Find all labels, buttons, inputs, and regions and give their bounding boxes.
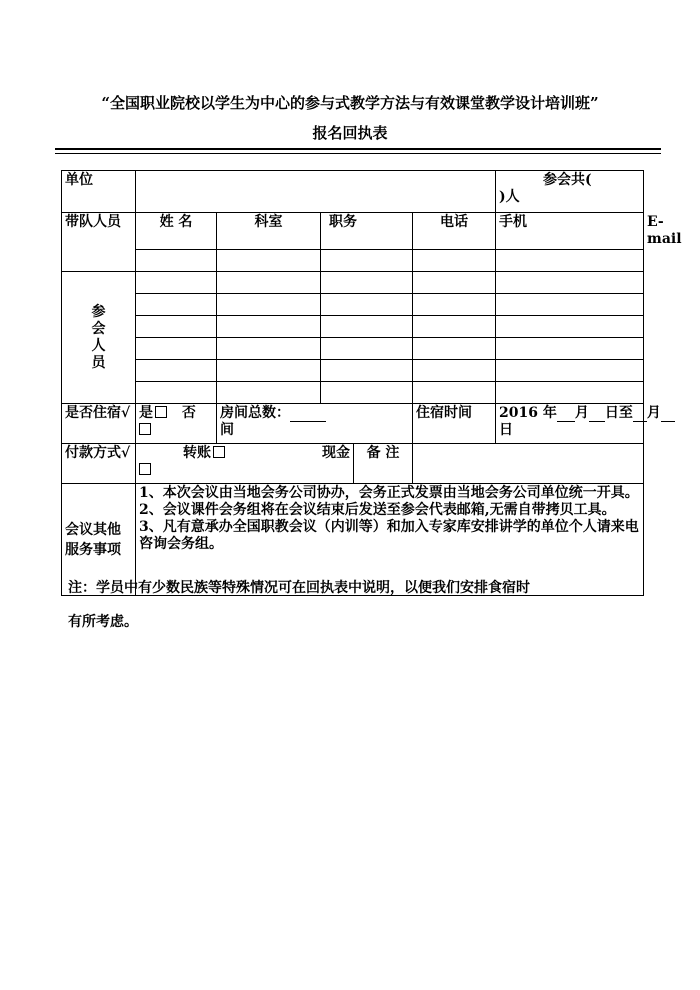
attendee-row [62, 272, 644, 294]
stay-month2-input[interactable] [633, 407, 647, 422]
total-label: 参会共( [543, 172, 592, 188]
col-name: 姓 名 [136, 213, 217, 250]
stay-day1-input[interactable] [589, 407, 605, 422]
form-subtitle: 报名回执表 [312, 124, 388, 142]
service-item-3: 3、凡有意承办全国职教会议（内训等）和加入专家库安排讲学的单位个人请来电咨询会务组。 [139, 519, 639, 552]
payment-label: 付款方式√ [62, 444, 136, 484]
payment-cash-label: 现金 [322, 445, 350, 461]
service-item-1: 1、本次会议由当地会务公司协办，会务正式发票由当地会务公司单位统一开具。 [139, 485, 639, 501]
header-rule-thin [55, 153, 661, 154]
stay-day2-input[interactable] [661, 407, 675, 422]
total-count-cell[interactable] [496, 171, 644, 213]
attendee-row [62, 316, 644, 338]
form-title: “全国职业院校以学生为中心的参与式教学方法与有效课堂教学设计培训班” [101, 94, 599, 112]
col-dept: 科室 [217, 213, 321, 250]
payment-transfer-label: 转账 [183, 445, 211, 461]
payment-cash-checkbox[interactable] [139, 463, 151, 475]
unit-input-cell[interactable] [136, 171, 496, 213]
col-mobile: 手机 [496, 213, 644, 250]
attendee-row [62, 338, 644, 360]
stay-year: 2016 年 [499, 405, 557, 421]
rooms-input[interactable] [290, 407, 326, 422]
rooms-cell [217, 404, 413, 444]
leader-header-row: 带队人员 姓 名 科室 职务 电话 手机 E-mail [62, 213, 644, 250]
leader-entry-row [62, 250, 644, 272]
rooms-label: 房间总数： [220, 405, 290, 421]
attendee-row [62, 382, 644, 404]
leader-dept-cell[interactable] [217, 250, 321, 272]
stay-month1-input[interactable] [557, 407, 575, 422]
header-rule-thick [55, 148, 661, 150]
remarks-input-cell[interactable] [413, 444, 644, 484]
rooms-suffix: 间 [220, 422, 234, 438]
lodging-row [62, 404, 644, 444]
service-item-2: 2、会议课件会务组将在会议结束后发送至参会代表邮箱,无需自带拷贝工具。 [139, 502, 616, 518]
leader-label: 带队人员 [62, 213, 136, 272]
payment-row [62, 444, 644, 484]
stay-label: 住宿时间 [413, 404, 496, 444]
footer-note-line2: 有所考虑。 [68, 614, 138, 630]
unit-label: 单位 [62, 171, 136, 213]
unit-row [62, 171, 644, 213]
attendees-label: 参 会 人 员 [62, 272, 136, 404]
leader-mobile-cell[interactable] [496, 250, 644, 272]
lodging-choice-cell [136, 404, 217, 444]
attendee-row [62, 294, 644, 316]
leader-position-cell[interactable] [321, 250, 413, 272]
total-suffix: )人 [499, 189, 520, 205]
stay-day2-label: 日 [499, 422, 513, 438]
attendee-row [62, 360, 644, 382]
lodging-no-checkbox[interactable] [139, 423, 151, 435]
footer-note-line1: 注：学员中有少数民族等特殊情况可在回执表中说明，以便我们安排食宿时 [68, 580, 530, 596]
stay-dates-cell: 2016 年 月 日至 月 日 [496, 404, 644, 444]
col-position: 职务 [321, 213, 413, 250]
lodging-label: 是否住宿√ [62, 404, 136, 444]
leader-name-cell[interactable] [136, 250, 217, 272]
leader-phone-cell[interactable] [413, 250, 496, 272]
payment-transfer-checkbox[interactable] [213, 446, 225, 458]
remarks-label: 备 注 [354, 444, 413, 484]
lodging-yes-checkbox[interactable] [155, 406, 167, 418]
registration-form-table [61, 170, 682, 596]
payment-choice-cell [136, 444, 354, 484]
col-phone: 电话 [413, 213, 496, 250]
lodging-no-label: 否 [181, 405, 196, 421]
service-label: 会议其他服务事项 [62, 484, 136, 596]
lodging-yes-label: 是 [139, 405, 153, 421]
